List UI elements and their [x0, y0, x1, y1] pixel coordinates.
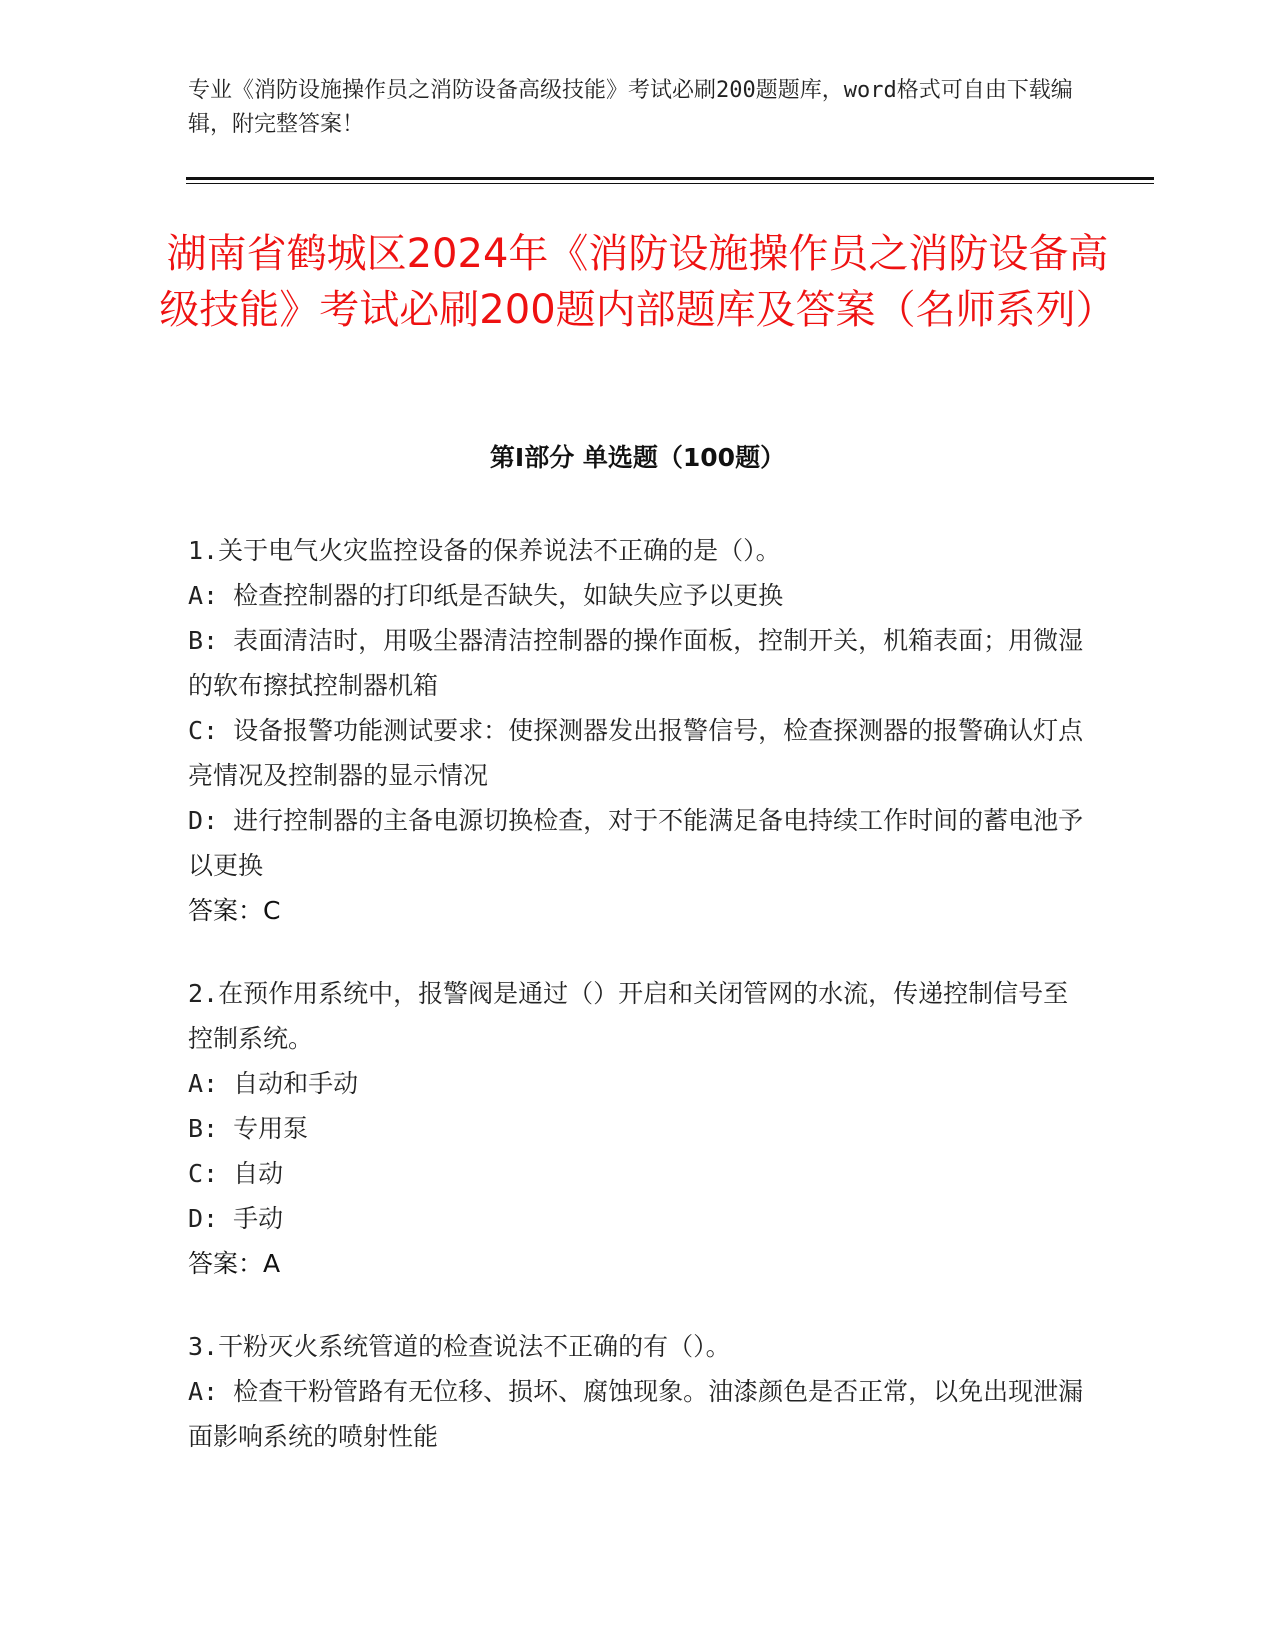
section-heading: 第I部分 单选题（100题） [489, 443, 786, 472]
option-b: B: 表面清洁时，用吸尘器清洁控制器的操作面板，控制开关，机箱表面；用微湿的软布擦拭控制器机箱 [188, 626, 1084, 700]
option-d: D: 手动 [188, 1204, 284, 1233]
answer-value: C [263, 896, 281, 925]
question-text: 2.在预作用系统中，报警阀是通过（）开启和关闭管网的水流，传递控制信号至控制系统。 [188, 979, 1069, 1053]
question-list [188, 528, 1088, 1497]
question-3 [188, 1324, 1088, 1459]
answer-line [188, 1241, 1088, 1286]
header-note: 专业《消防设施操作员之消防设备高级技能》考试必刷200题题库，word格式可自由下载编辑，附完整答案！ [188, 78, 1073, 137]
header-divider-thick [186, 177, 1154, 180]
option-b: B: 专用泵 [188, 1114, 309, 1143]
question-text: 1.关于电气火灾监控设备的保养说法不正确的是（）。 [188, 536, 781, 565]
option-d: D: 进行控制器的主备电源切换检查，对于不能满足备电持续工作时间的蓄电池予以更换 [188, 806, 1084, 880]
answer-label: 答案： [188, 1249, 264, 1278]
document-title: 湖南省鹤城区2024年《消防设施操作员之消防设备高级技能》考试必刷200题内部题库及答案（名师系列） [159, 231, 1116, 333]
question-text: 3.干粉灭火系统管道的检查说法不正确的有（）。 [188, 1332, 731, 1361]
option-a: A: 检查控制器的打印纸是否缺失，如缺失应予以更换 [188, 581, 784, 610]
answer-value: A [263, 1249, 281, 1278]
option-c: C: 设备报警功能测试要求：使探测器发出报警信号，检查探测器的报警确认灯点亮情况及控制器的显示情况 [188, 716, 1084, 790]
answer-line [188, 888, 1088, 933]
option-a: A: 检查干粉管路有无位移、损坏、腐蚀现象。油漆颜色是否正常，以免出现泄漏面影响系统的喷射性能 [188, 1377, 1084, 1451]
option-c: C: 自动 [188, 1159, 284, 1188]
header-divider-thin [186, 183, 1154, 184]
question-1 [188, 528, 1088, 933]
answer-label: 答案： [188, 896, 264, 925]
question-2 [188, 971, 1088, 1286]
option-a: A: 自动和手动 [188, 1069, 359, 1098]
